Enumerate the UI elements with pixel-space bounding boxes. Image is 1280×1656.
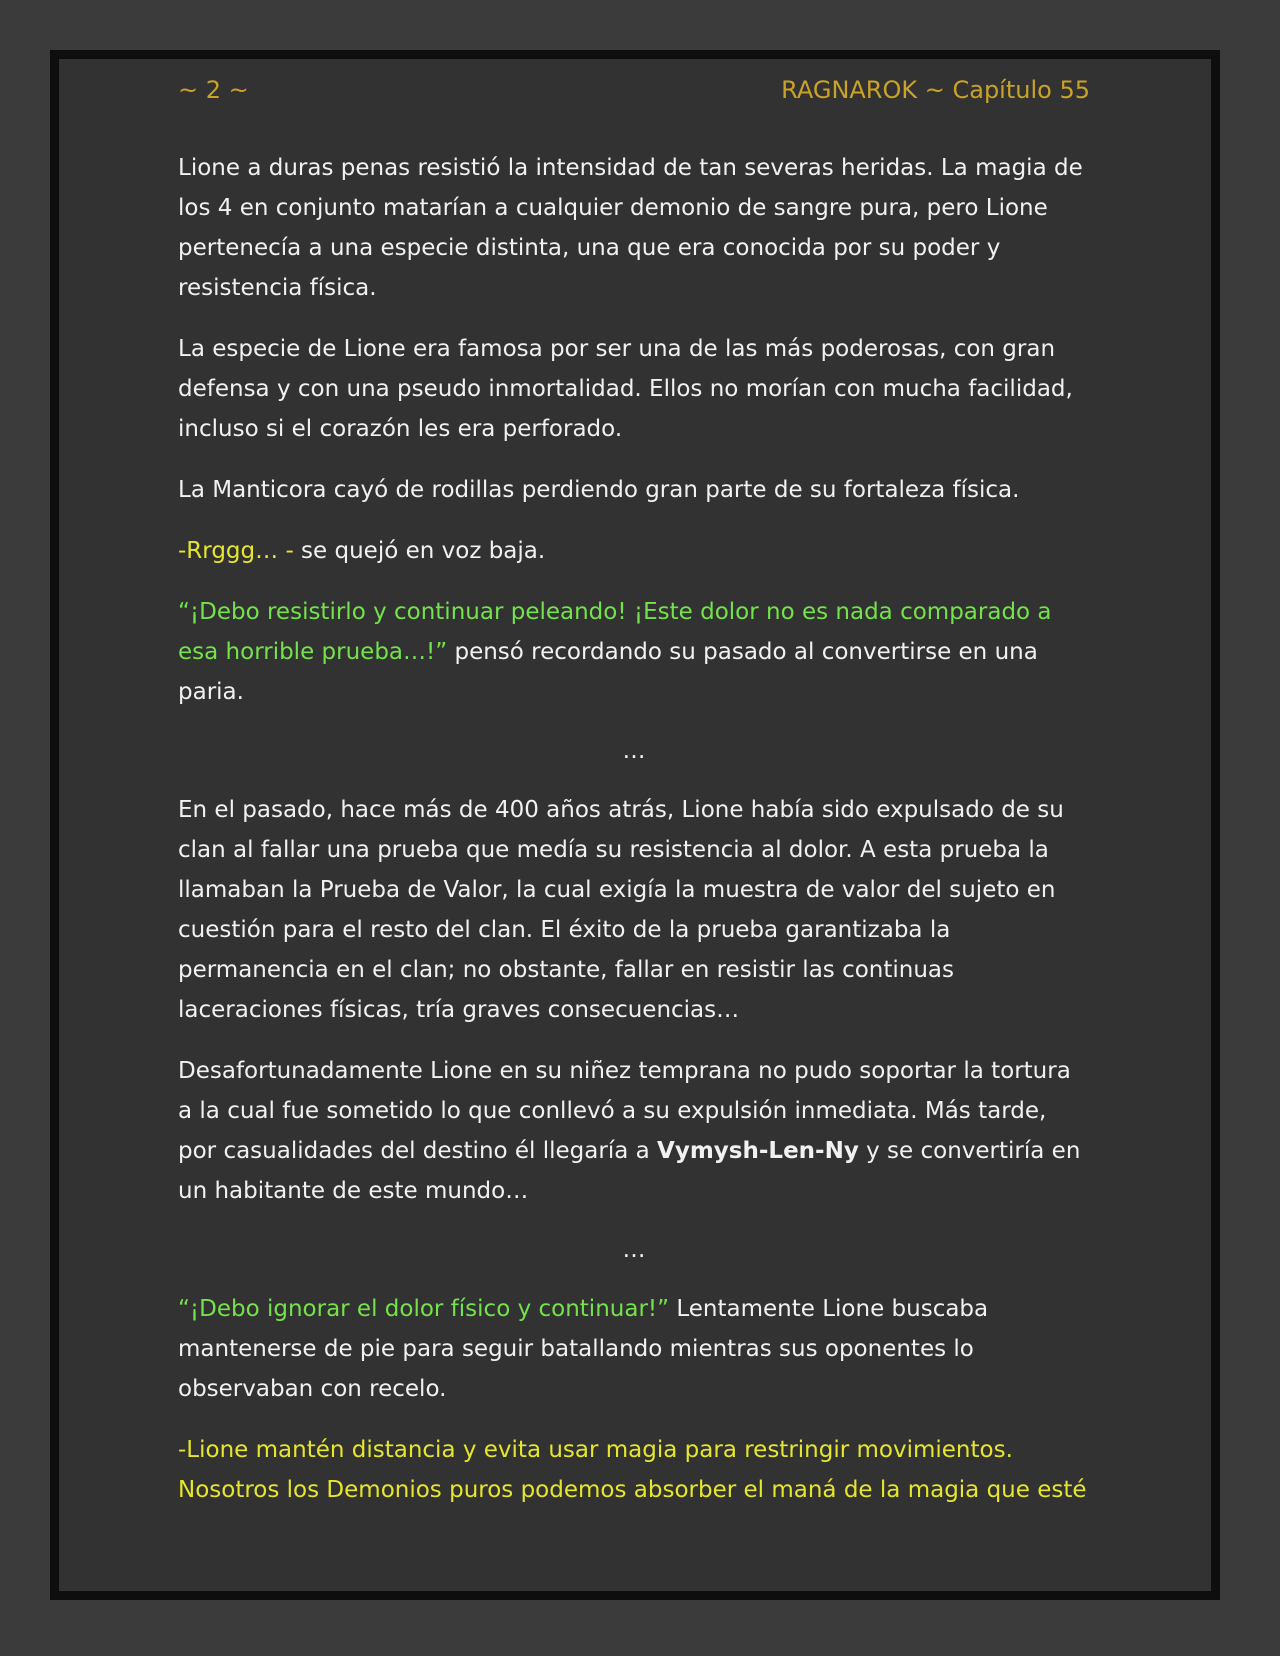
paragraph: La Manticora cayó de rodillas perdiendo gran parte de su fortaleza física. <box>178 477 1020 503</box>
scene-separator: … <box>622 738 646 764</box>
thought-paragraph <box>178 592 1090 712</box>
dialogue-paragraph <box>178 531 1090 571</box>
dialogue-paragraph <box>178 1430 1090 1510</box>
narration: Lentamente Lione buscaba mantenerse de pie para seguir batallando mientras sus oponentes lo observaban con recelo. <box>178 1296 989 1402</box>
narration: Desafortunadamente Lione en su niñez temprana no pudo soportar la tortura a la cual fue sometido lo que conllevó a su expulsión inmediata. Más tarde, por casualidades del destino él llegaría a <box>178 1058 1071 1164</box>
paragraph: En el pasado, hace más de 400 años atrás, Lione había sido expulsado de su clan al fallar una prueba que medía su resistencia al dolor. A esta prueba la llamaban la Prueba de Valor, la cual exigía la muestra de valor del sujeto en cuestión para el resto del clan. El éxito de la prueba garantizaba la permanencia en el clan; no obstante, fallar en resistir las continuas laceraciones físicas, tría graves consecuencias… <box>178 797 1064 1023</box>
paragraph: La especie de Lione era famosa por ser una de las más poderosas, con gran defensa y con una pseudo inmortalidad. Ellos no morían con mucha facilidad, incluso si el corazón les era perforado. <box>178 336 1073 442</box>
dialogue-line: -Rrggg… - <box>178 538 294 564</box>
narration: pensó recordando su pasado al convertirse en una paria. <box>178 639 1038 705</box>
page-number: ~ 2 ~ <box>178 76 249 104</box>
dialogue-line: -Lione mantén distancia y evita usar magia para restringir movimientos. Nosotros los Demonios puros podemos absorber el maná de la magia que esté <box>178 1437 1087 1503</box>
paragraph <box>178 1051 1090 1211</box>
paragraph: Lione a duras penas resistió la intensidad de tan severas heridas. La magia de los 4 en conjunto matarían a cualquier demonio de sangre pura, pero Lione pertenecía a una especie distinta, una que era conocida por su poder y resistencia física. <box>178 155 1083 301</box>
place-name: Vymysh-Len-Ny <box>657 1138 859 1164</box>
page-header <box>178 76 1090 112</box>
chapter-title: RAGNAROK ~ Capítulo 55 <box>781 76 1090 104</box>
thought-line: “¡Debo resistirlo y continuar peleando! ¡Este dolor no es nada comparado a esa horrible prueba…!” <box>178 599 1052 665</box>
narration: se quejó en voz baja. <box>293 538 546 564</box>
thought-line: “¡Debo ignorar el dolor físico y continuar!” <box>178 1296 670 1322</box>
scene-separator: … <box>622 1237 646 1263</box>
chapter-text <box>178 148 1090 1531</box>
thought-paragraph <box>178 1289 1090 1409</box>
narration: y se convertiría en un habitante de este mundo… <box>178 1138 1081 1204</box>
